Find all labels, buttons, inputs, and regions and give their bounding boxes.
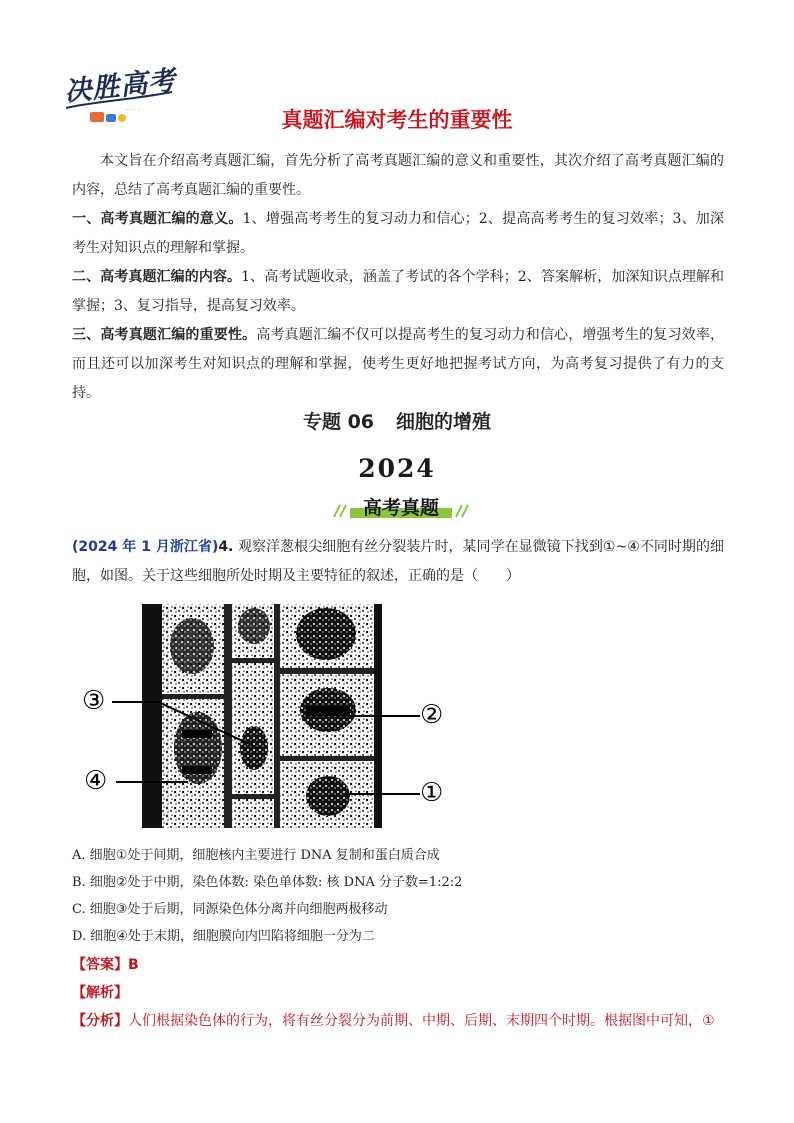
figure-label-3: ③ — [82, 686, 106, 716]
option-c-text: 处于后期，同源染色体分离并向细胞两极移动 — [127, 902, 388, 917]
intro-item-2-text: 1、高考试题收录，涵盖了考试的各个学科；2、答案解析，加深知识点理解和掌握；3、复习指导，提高复习效率。 — [72, 269, 725, 314]
question-stem — [72, 533, 724, 591]
micrograph-figure — [78, 598, 458, 832]
option-c-letter: C. — [72, 902, 86, 917]
option-d-text: 处于末期，细胞膜向内凹陷将细胞一分为二 — [127, 929, 375, 944]
figure-label-1: ① — [420, 778, 444, 808]
answer-tag: 【答案】 — [72, 957, 128, 973]
topic-name: 细胞的增殖 — [396, 411, 492, 433]
option-c — [72, 900, 724, 920]
option-a-text: 处于间期，细胞核内主要进行 DNA 复制和蛋白质合成 — [127, 848, 440, 863]
figure-label-4: ④ — [84, 766, 108, 796]
analysis-text — [72, 1011, 732, 1031]
topic-title — [0, 407, 794, 434]
intro-item-2 — [72, 263, 724, 321]
option-a-prefix: 细胞 — [89, 848, 116, 863]
intro-paragraph: 本文旨在介绍高考真题汇编，首先分析了高考真题汇编的意义和重要性，其次介绍了高考真题汇编的内容，总结了高考真题汇编的重要性。 — [72, 153, 724, 198]
option-b — [72, 873, 724, 893]
section-banner — [330, 489, 472, 523]
intro-item-3-text: 高考真题汇编不仅可以提高考生的复习动力和信心，增强考生的复习效率，而且还可以加深考生对知识点的理解和掌握，使考生更好地把握考试方向，为高考复习提供了有力的支持。 — [72, 327, 724, 401]
svg-text:· · · ·: · · · · — [126, 107, 140, 114]
analysis-tag: 【解析】 — [72, 985, 128, 1001]
fenxi-tag: 【分析】 — [72, 1013, 128, 1029]
intro-item-1 — [72, 205, 724, 263]
question-circle-last: ④ — [627, 539, 640, 555]
question-stem-after: 不同时期的细胞，如图。关于这些细胞所处时期及主要特征的叙述，正确的是（ ） — [72, 539, 724, 584]
option-c-prefix: 细胞 — [89, 902, 116, 917]
year-label: 2024 — [358, 454, 436, 483]
question-stem-before: 观察洋葱根尖细胞有丝分裂装片时，某同学在显微镜下找到 — [233, 539, 603, 555]
option-d-letter: D. — [72, 929, 87, 944]
intro-item-3-heading: 三、高考真题汇编的重要性。 — [72, 327, 257, 343]
intro-item-2-heading: 二、高考真题汇编的内容。 — [72, 269, 242, 285]
fenxi-trail: ① — [702, 1013, 715, 1029]
logo-text: 决胜高考 — [63, 65, 178, 108]
topic-label: 专题 06 — [302, 411, 375, 433]
micrograph-image — [78, 598, 458, 832]
option-b-text: 处于中期，染色体数: 染色单体数: 核 DNA 分子数=1:2:2 — [127, 875, 463, 890]
option-a-circle: ① — [115, 848, 128, 863]
figure-label-2: ② — [420, 700, 444, 730]
option-a-letter: A. — [72, 848, 86, 863]
option-a — [72, 846, 724, 866]
option-d-prefix: 细胞 — [90, 929, 117, 944]
question-circle-first: ① — [602, 539, 616, 555]
main-title: 真题汇编对考生的重要性 — [281, 108, 513, 132]
question-number: 4. — [218, 539, 234, 555]
option-b-prefix: 细胞 — [89, 875, 116, 890]
intro-item-1-heading: 一、高考真题汇编的意义。 — [72, 211, 243, 227]
option-c-circle: ③ — [115, 902, 128, 917]
question-range-sep: ~ — [615, 539, 628, 555]
answer-value: B — [128, 957, 139, 973]
option-d — [72, 927, 724, 947]
intro-item-1-text: 1、增强高考考生的复习动力和信心；2、提高高考考生的复习效率；3、加深考生对知识点的理解和掌握。 — [72, 211, 724, 256]
question-source: (2024 年 1 月浙江省) — [72, 539, 219, 555]
option-b-circle: ② — [115, 875, 128, 890]
fenxi-text: 人们根据染色体的行为，将有丝分裂分为前期、中期、后期、末期四个时期。根据图中可知， — [128, 1013, 702, 1029]
option-d-circle: ④ — [116, 929, 128, 944]
banner-label: 高考真题 — [362, 497, 439, 519]
intro-item-3 — [72, 321, 724, 408]
option-b-letter: B. — [72, 875, 86, 890]
answer-line — [72, 955, 724, 975]
